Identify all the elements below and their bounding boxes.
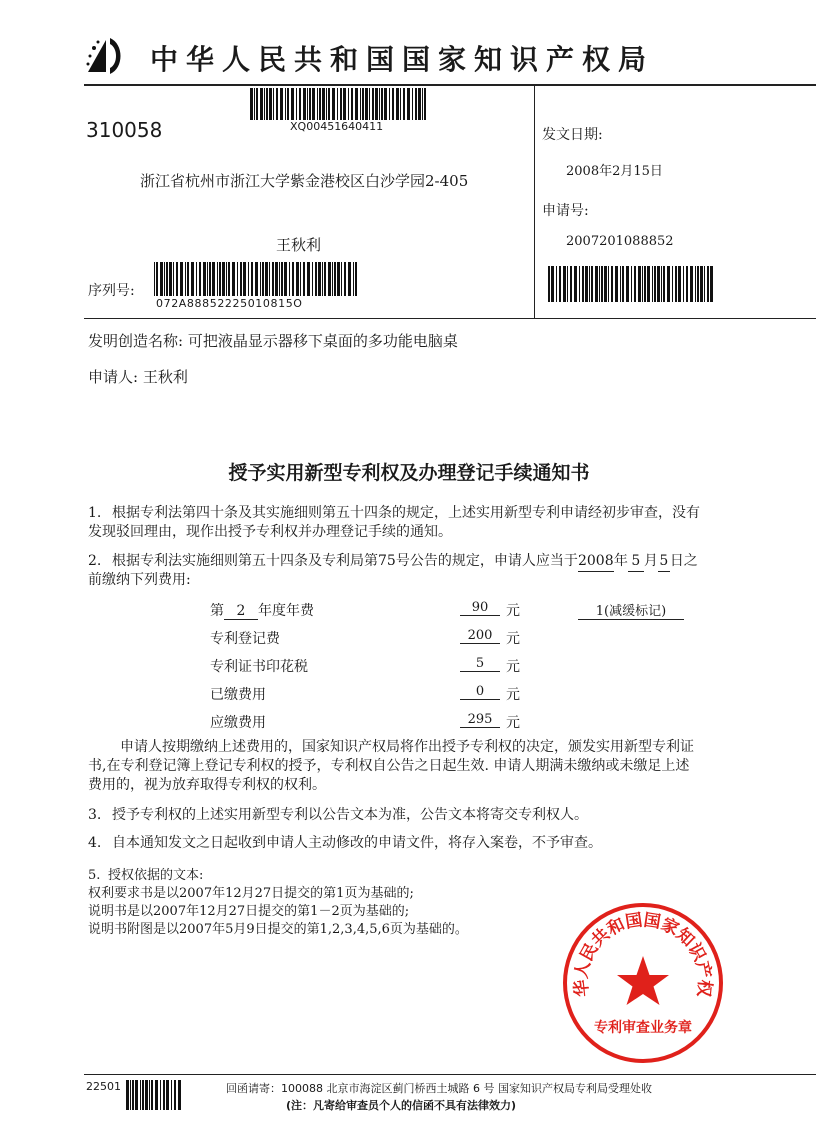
item5-number: 5. <box>88 868 101 883</box>
notice-paragraph-line1: 申请人按期缴纳上述费用的，国家知识产权局将作出授予专利权的决定，颁发实用新型专利证 <box>120 739 694 755</box>
app-no-value: 2007201088852 <box>566 234 674 249</box>
month-unit: 月 <box>643 553 658 569</box>
basis-line3: 说明书附图是以2007年5月9日提交的第1,2,3,4,5,6页为基础的。 <box>88 922 468 937</box>
barcode-top-text: XQ00451640411 <box>290 120 384 133</box>
fee-paid-label: 已缴费用 <box>210 687 266 703</box>
fee-annual-label <box>210 600 314 620</box>
notice-title: 授予实用新型专利权及办理登记手续通知书 <box>228 462 590 484</box>
seal-star-icon <box>617 956 669 1005</box>
item2-text-b: 日之 <box>669 553 698 569</box>
footer-note: (注：凡寄给审查员个人的信函不具有法律效力) <box>286 1099 517 1112</box>
fee-registration-unit: 元 <box>506 631 520 647</box>
barcode-side <box>548 266 716 302</box>
applicant: 申请人: 王秋利 <box>88 368 188 386</box>
official-seal <box>560 900 726 1066</box>
invention-title: 发明创造名称: 可把液晶显示器移下桌面的多功能电脑桌 <box>88 332 458 350</box>
annual-prefix: 第 <box>210 603 224 619</box>
due-month: 5 <box>628 552 644 572</box>
item3-number: 3. <box>88 807 102 823</box>
notice-paragraph-line2: 书,在专利登记簿上登记专利权的授予，专利权自公告之日起生效. 申请人期满未缴纳或未缴足上述 <box>88 758 690 774</box>
fee-stamp-label: 专利证书印花税 <box>210 659 308 675</box>
fee-annual-note: 1(减缓标记) <box>578 600 684 620</box>
fee-paid-amount: 0 <box>460 684 500 700</box>
item3-text: 授予专利权的上述实用新型专利以公告文本为准，公告文本将寄交专利权人。 <box>112 807 588 823</box>
app-no-label: 申请号: <box>542 203 589 219</box>
postcode: 310058 <box>86 118 163 142</box>
form-code: 22501 <box>86 1080 121 1093</box>
fee-due-unit: 元 <box>506 715 520 731</box>
header-rule <box>84 84 816 86</box>
fee-annual-amount: 90 <box>460 600 500 616</box>
serial-label: 序列号: <box>88 283 135 299</box>
date-value: 2008年2月15日 <box>566 164 663 179</box>
item1-line2: 发现驳回理由，现作出授予专利权并办理登记手续的通知。 <box>88 524 452 540</box>
barcode-serial-text: 072A88852225010815O <box>156 297 303 310</box>
item4-text: 自本通知发文之日起收到申请人主动修改的申请文件，将存入案卷，不予审查。 <box>112 835 602 851</box>
block-rule <box>84 318 816 319</box>
office-name: 中华人民共和国国家知识产权局 <box>150 43 655 76</box>
notice-paragraph-line3: 费用的，视为放弃取得专利权的权利。 <box>88 777 326 793</box>
fee-stamp-amount: 5 <box>460 656 500 672</box>
seal-ring-text: 华人民共和国国家知识产权 <box>571 910 715 998</box>
item5-title: 授权依据的文本: <box>108 868 204 883</box>
recipient-name: 王秋利 <box>276 236 322 254</box>
side-divider <box>534 86 535 318</box>
item2-line2: 前缴纳下列费用: <box>88 572 191 588</box>
fee-paid-unit: 元 <box>506 687 520 703</box>
year-unit: 年 <box>613 553 628 569</box>
fee-registration-label: 专利登记费 <box>210 631 280 647</box>
fee-stamp-unit: 元 <box>506 659 520 675</box>
fee-due-label: 应缴费用 <box>210 715 266 731</box>
annual-year: 2 <box>224 603 258 620</box>
basis-line2: 说明书是以2007年12月27日提交的第1－2页为基础的; <box>88 904 410 919</box>
barcode-serial <box>154 262 362 296</box>
fee-due-amount: 295 <box>460 712 500 728</box>
recipient-address: 浙江省杭州市浙江大学紫金港校区白沙学园2-405 <box>140 172 469 190</box>
fee-annual-unit: 元 <box>506 603 520 619</box>
item2-number: 2. <box>88 553 102 569</box>
barcode-top <box>250 88 430 120</box>
barcode-footer <box>126 1080 184 1110</box>
fee-registration-amount: 200 <box>460 628 500 644</box>
due-day: 5 <box>658 552 670 572</box>
item1-number: 1. <box>88 505 102 521</box>
item2-line1 <box>112 552 698 572</box>
date-label: 发文日期: <box>542 127 603 143</box>
item1-line1: 根据专利法第四十条及其实施细则第五十四条的规定，上述实用新型专利申请经初步审查，没有 <box>112 505 700 521</box>
return-address: 回函请寄：100088 北京市海淀区蓟门桥西土城路 6 号 国家知识产权局专利局受理处收 <box>226 1082 652 1095</box>
item2-text-a: 根据专利法实施细则第五十四条及专利局第75号公告的规定，申请人应当于 <box>112 553 578 569</box>
due-year: 2008 <box>578 552 614 572</box>
item4-number: 4. <box>88 835 102 851</box>
basis-line1: 权利要求书是以2007年12月27日提交的第1页为基础的; <box>88 886 414 901</box>
annual-suffix: 年度年费 <box>258 603 314 619</box>
footer-rule <box>84 1074 816 1075</box>
seal-inner-text: 专利审查业务章 <box>594 1020 692 1036</box>
cnipa-logo-icon <box>84 34 128 78</box>
